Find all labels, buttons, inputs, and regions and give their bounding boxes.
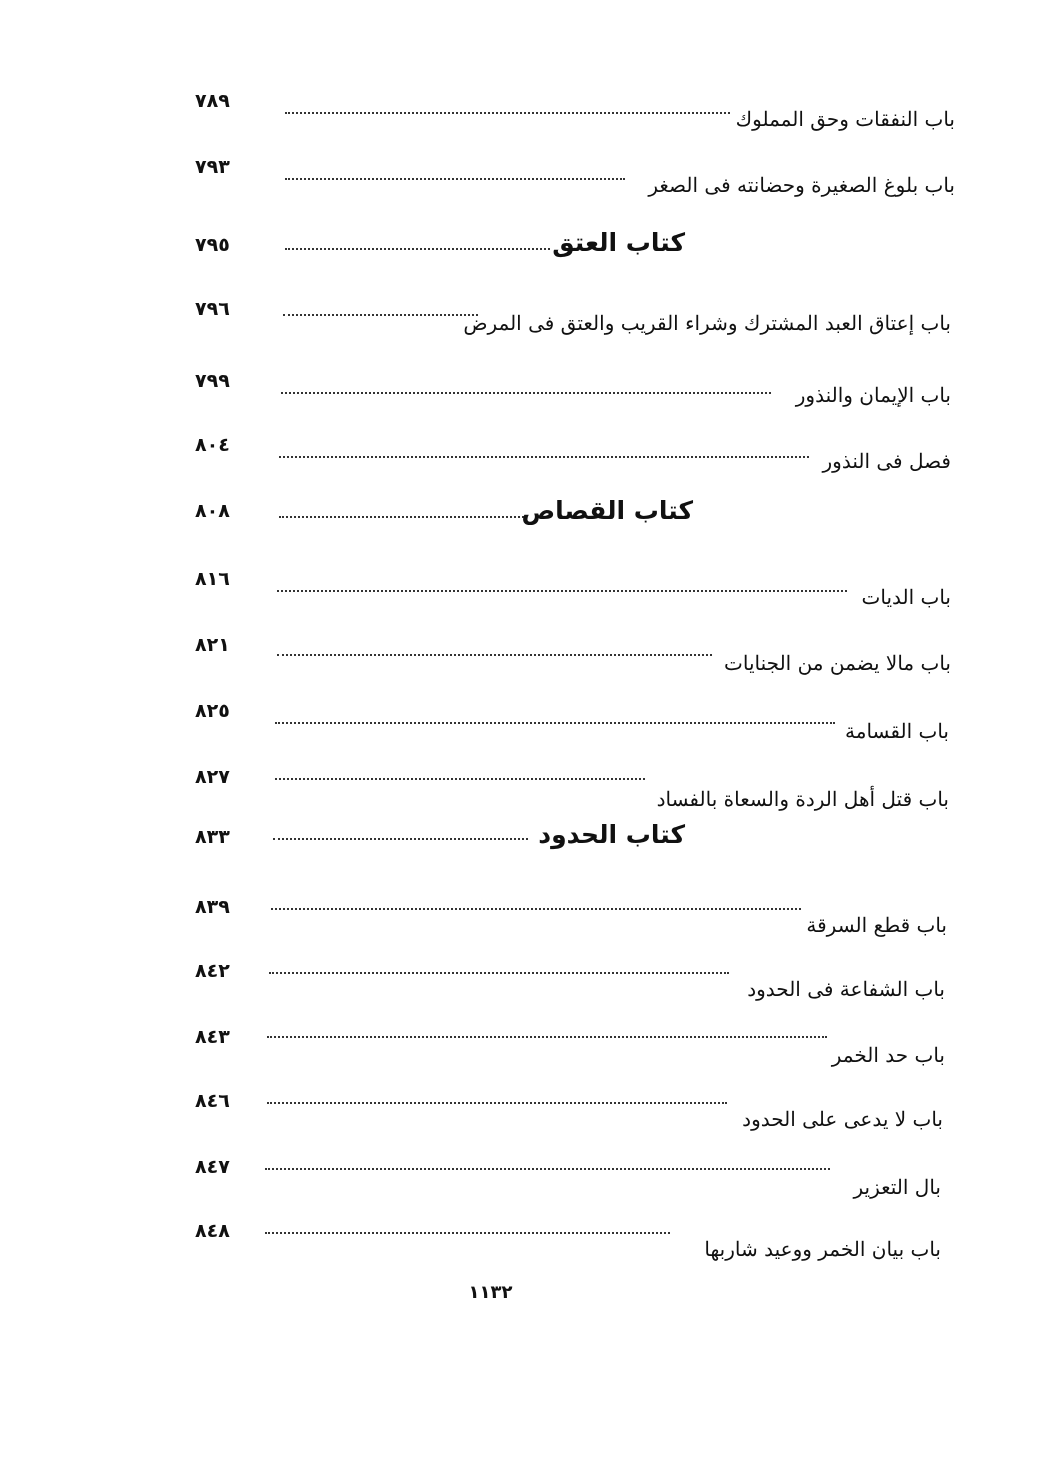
toc-title: باب إعتاق العبد المشترك وشراء القريب والعتق فى المرض	[463, 311, 951, 335]
leader-dots	[281, 392, 771, 394]
leader-dots	[267, 1036, 827, 1038]
toc-page-number: ٨٣٩	[195, 896, 230, 918]
toc-entry	[195, 634, 965, 674]
leader-dots	[269, 972, 729, 974]
toc-page-number: ٧٩٥	[195, 234, 230, 256]
toc-page-number: ٨٢١	[195, 634, 230, 656]
leader-dots	[267, 1102, 727, 1104]
toc-title: باب مالا يضمن من الجنايات	[724, 651, 951, 675]
toc-title: باب الشفاعة فى الحدود	[747, 977, 945, 1001]
leader-dots	[285, 178, 625, 180]
leader-dots	[277, 654, 712, 656]
toc-title: فصل فى النذور	[822, 449, 951, 473]
toc-page-number: ٧٩٩	[195, 370, 230, 392]
toc-page-number: ٨٤٧	[195, 1156, 230, 1178]
toc-entry	[195, 298, 965, 338]
toc-entry	[195, 156, 965, 196]
leader-dots	[275, 778, 645, 780]
toc-page-number: ٧٨٩	[195, 90, 230, 112]
toc-entry	[195, 960, 965, 1000]
toc-section-title: كتاب الحدود	[538, 820, 685, 849]
leader-dots	[273, 838, 528, 840]
toc-page-number: ٧٩٣	[195, 156, 230, 178]
leader-dots	[285, 112, 730, 114]
toc-page-number: ٨٤٣	[195, 1026, 230, 1048]
leader-dots	[275, 722, 835, 724]
toc-section-title: كتاب القصاص	[521, 496, 693, 525]
leader-dots	[265, 1168, 830, 1170]
toc-section-heading	[195, 820, 965, 866]
toc-section-title: كتاب العتق	[552, 228, 685, 257]
toc-entry	[195, 434, 965, 474]
toc-title: باب قطع السرقة	[806, 913, 947, 937]
toc-entry	[195, 766, 965, 811]
toc-entry	[195, 700, 965, 743]
toc-title: باب بيان الخمر ووعيد شاربها	[704, 1237, 941, 1261]
leader-dots	[285, 248, 550, 250]
toc-page-number: ٨٤٦	[195, 1090, 230, 1112]
toc-title: بال التعزير	[853, 1175, 941, 1199]
toc-title: باب بلوغ الصغيرة وحضانته فى الصغر	[648, 173, 955, 197]
toc-page-number: ٨٢٧	[195, 766, 230, 788]
leader-dots	[271, 908, 801, 910]
toc-page-number: ٨٤٢	[195, 960, 230, 982]
toc-entry	[195, 1156, 965, 1199]
page-number: ١١٣٢	[468, 1282, 513, 1303]
toc-title: باب حد الخمر	[831, 1043, 945, 1067]
toc-section-heading	[195, 224, 965, 264]
toc-page-number: ٨٤٨	[195, 1220, 230, 1242]
toc-entry	[195, 90, 965, 130]
toc-entry	[195, 370, 965, 410]
toc-page-number: ٨٠٨	[195, 500, 230, 522]
toc-page-number: ٨١٦	[195, 568, 230, 590]
leader-dots	[279, 456, 809, 458]
toc-page-number: ٧٩٦	[195, 298, 230, 320]
toc-page-number: ٨٢٥	[195, 700, 230, 722]
toc-title: باب قتل أهل الردة والسعاة بالفساد	[656, 787, 949, 811]
toc-entry	[195, 568, 965, 608]
leader-dots	[277, 590, 847, 592]
toc-section-heading	[195, 498, 965, 538]
toc-page-number: ٨٣٣	[195, 826, 230, 848]
toc-title: باب الإيمان والنذور	[795, 383, 951, 407]
toc-title: باب القسامة	[845, 719, 949, 743]
toc-title: باب لا يدعى على الحدود	[742, 1107, 943, 1131]
toc-page-number: ٨٠٤	[195, 434, 230, 456]
toc-entry	[195, 1220, 965, 1260]
leader-dots	[279, 516, 524, 518]
toc-entry	[195, 1026, 965, 1066]
leader-dots	[265, 1232, 670, 1234]
toc-title: باب النفقات وحق المملوك	[735, 107, 955, 131]
toc-entry	[195, 896, 965, 936]
toc-title: باب الديات	[861, 585, 951, 609]
toc-entry	[195, 1090, 965, 1130]
leader-dots	[283, 314, 478, 316]
